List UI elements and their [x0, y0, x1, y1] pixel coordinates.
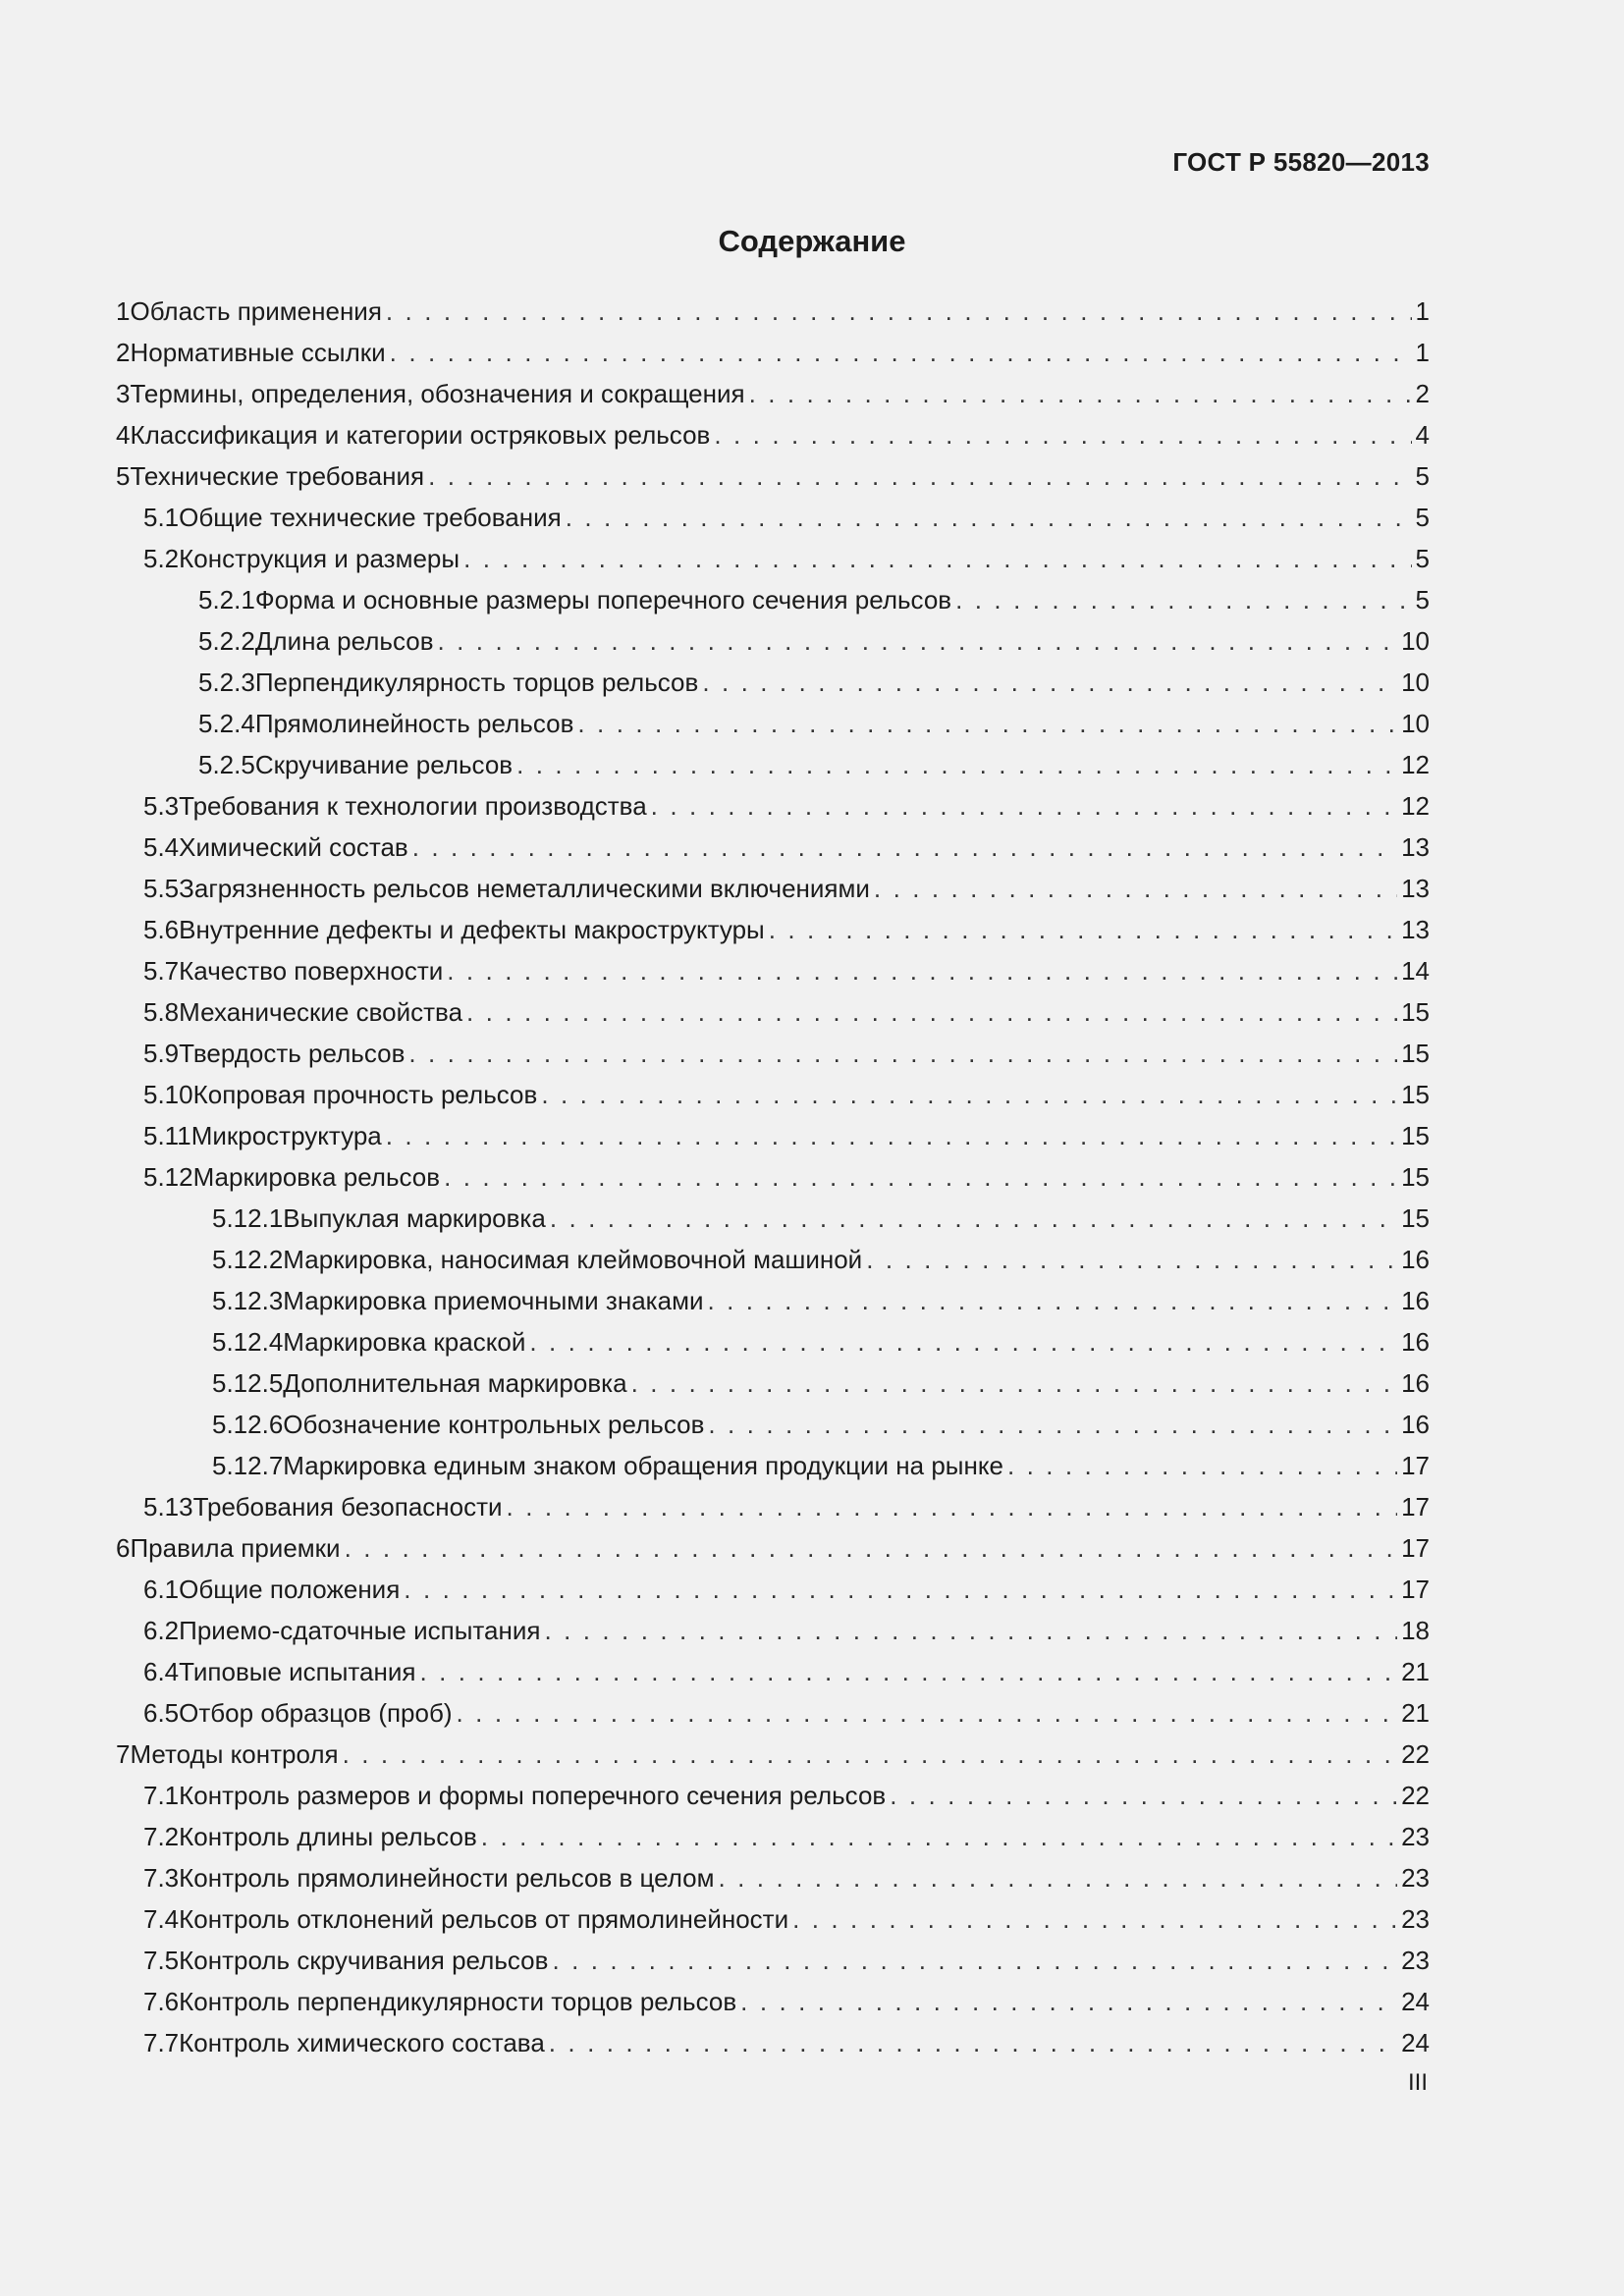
toc-entry[interactable]: [116, 1280, 1430, 1321]
table-of-contents: [116, 291, 1430, 2063]
toc-dot-leader: [541, 1074, 1397, 1115]
toc-entry[interactable]: [116, 1115, 1430, 1156]
toc-dot-leader: [714, 414, 1411, 455]
toc-entry[interactable]: [116, 620, 1430, 662]
toc-entry-number: 5.1: [143, 503, 180, 532]
toc-entry[interactable]: [116, 1651, 1430, 1692]
toc-entry-label: Маркировка приемочными знаками: [283, 1286, 704, 1315]
toc-entry[interactable]: [116, 991, 1430, 1033]
toc-entry-label: Загрязненность рельсов неметаллическими включениями: [179, 874, 870, 903]
toc-entry-page: 16: [1401, 1286, 1430, 1315]
toc-dot-leader: [955, 579, 1411, 620]
toc-entry-page: 4: [1415, 420, 1430, 450]
toc-entry-page: 18: [1401, 1616, 1430, 1645]
toc-entry-label: Внутренние дефекты и дефекты макроструктуры: [179, 915, 765, 944]
toc-entry-page: 12: [1401, 791, 1430, 821]
toc-entry-page: 24: [1401, 2028, 1430, 2057]
toc-entry-label: Контроль скручивания рельсов: [179, 1946, 549, 1975]
toc-dot-leader: [550, 1198, 1397, 1239]
toc-entry-label: Отбор образцов (проб): [179, 1698, 453, 1728]
toc-entry-page: 16: [1401, 1327, 1430, 1357]
toc-entry-label: Контроль перпендикулярности торцов рельсов: [179, 1987, 737, 2016]
toc-entry-number: 5.9: [143, 1039, 180, 1068]
toc-dot-leader: [708, 1404, 1397, 1445]
toc-entry[interactable]: [116, 1857, 1430, 1898]
toc-dot-leader: [749, 373, 1412, 414]
document-code: ГОСТ Р 55820—2013: [1172, 147, 1430, 177]
toc-dot-leader: [408, 1033, 1397, 1074]
toc-entry-page: 12: [1401, 750, 1430, 779]
toc-dot-leader: [390, 332, 1412, 373]
toc-entry[interactable]: [116, 785, 1430, 827]
toc-entry[interactable]: [116, 1362, 1430, 1404]
toc-entry-number: 7.3: [143, 1863, 180, 1893]
toc-entry-label: Конструкция и размеры: [179, 544, 460, 573]
toc-dot-leader: [507, 1486, 1398, 1527]
toc-dot-leader: [343, 1734, 1397, 1775]
toc-entry-number: 7.7: [143, 2028, 180, 2057]
toc-entry-page: 15: [1401, 1039, 1430, 1068]
toc-dot-leader: [866, 1239, 1397, 1280]
toc-entry-label: Правила приемки: [130, 1533, 341, 1563]
toc-entry-page: 1: [1415, 338, 1430, 367]
toc-dot-leader: [457, 1692, 1398, 1734]
toc-dot-leader: [463, 538, 1411, 579]
toc-entry-label: Требования к технологии производства: [179, 791, 647, 821]
toc-entry-label: Обозначение контрольных рельсов: [283, 1410, 705, 1439]
toc-entry-number: 5.5: [143, 874, 180, 903]
toc-entry-page: 22: [1401, 1781, 1430, 1810]
toc-entry[interactable]: [116, 2022, 1430, 2063]
toc-dot-leader: [719, 1857, 1398, 1898]
toc-entry-label: Область применения: [130, 296, 382, 326]
toc-entry-page: 15: [1401, 1080, 1430, 1109]
toc-entry-number: 5.12.6: [212, 1410, 284, 1439]
toc-dot-leader: [740, 1981, 1397, 2022]
toc-entry-page: 23: [1401, 1946, 1430, 1975]
toc-entry[interactable]: [116, 1816, 1430, 1857]
toc-dot-leader: [419, 1651, 1397, 1692]
toc-entry[interactable]: [116, 909, 1430, 950]
toc-entry[interactable]: [116, 1898, 1430, 1940]
toc-entry-label: Контроль прямолинейности рельсов в целом: [179, 1863, 715, 1893]
toc-entry-label: Микроструктура: [190, 1121, 382, 1150]
toc-entry[interactable]: [116, 1239, 1430, 1280]
toc-entry[interactable]: [116, 1486, 1430, 1527]
toc-entry-label: Маркировка единым знаком обращения продукции на рынке: [283, 1451, 1003, 1480]
toc-entry-number: 5.13: [143, 1492, 193, 1522]
toc-entry-number: 5.8: [143, 997, 180, 1027]
toc-entry-label: Типовые испытания: [179, 1657, 416, 1686]
toc-entry[interactable]: [116, 1775, 1430, 1816]
toc-entry[interactable]: [116, 1610, 1430, 1651]
toc-entry-label: Форма и основные размеры поперечного сечения рельсов: [254, 585, 952, 614]
toc-entry[interactable]: [116, 1321, 1430, 1362]
toc-entry[interactable]: [116, 827, 1430, 868]
toc-entry[interactable]: [116, 1033, 1430, 1074]
toc-entry-number: 5.12.5: [212, 1368, 284, 1398]
toc-dot-leader: [412, 827, 1397, 868]
toc-entry[interactable]: [116, 1940, 1430, 1981]
toc-entry-label: Химический состав: [179, 832, 408, 862]
toc-entry[interactable]: [116, 1198, 1430, 1239]
toc-entry-page: 15: [1401, 1162, 1430, 1192]
toc-entry-number: 5.12.1: [212, 1203, 284, 1233]
toc-entry[interactable]: [116, 497, 1430, 538]
toc-dot-leader: [444, 1156, 1397, 1198]
toc-entry[interactable]: [116, 950, 1430, 991]
page-folio: III: [1407, 2069, 1428, 2096]
toc-entry-label: Копровая прочность рельсов: [192, 1080, 538, 1109]
toc-entry[interactable]: [116, 1404, 1430, 1445]
toc-entry-page: 5: [1415, 503, 1430, 532]
toc-entry[interactable]: [116, 579, 1430, 620]
toc-entry-label: Контроль отклонений рельсов от прямолинейности: [179, 1904, 789, 1934]
toc-entry-number: 5.2.4: [198, 709, 255, 738]
toc-entry[interactable]: [116, 1074, 1430, 1115]
toc-entry-page: 21: [1401, 1698, 1430, 1728]
toc-entry[interactable]: [116, 868, 1430, 909]
toc-entry-number: 5.12.4: [212, 1327, 284, 1357]
toc-entry-page: 14: [1401, 956, 1430, 986]
toc-entry[interactable]: [116, 332, 1430, 373]
toc-entry[interactable]: [116, 1445, 1430, 1486]
toc-entry-number: 4: [116, 420, 131, 450]
toc-entry-page: 23: [1401, 1904, 1430, 1934]
toc-dot-leader: [651, 785, 1397, 827]
toc-dot-leader: [769, 909, 1397, 950]
toc-entry-label: Механические свойства: [179, 997, 463, 1027]
toc-entry-label: Контроль размеров и формы поперечного сечения рельсов: [179, 1781, 887, 1810]
toc-entry[interactable]: [116, 455, 1430, 497]
toc-dot-leader: [529, 1321, 1397, 1362]
toc-entry-label: Классификация и категории остряковых рельсов: [130, 420, 711, 450]
toc-entry-page: 15: [1401, 997, 1430, 1027]
toc-entry[interactable]: [116, 538, 1430, 579]
toc-entry-page: 16: [1401, 1245, 1430, 1274]
toc-dot-leader: [549, 2022, 1397, 2063]
toc-entry-label: Качество поверхности: [179, 956, 444, 986]
toc-entry-label: Нормативные ссылки: [130, 338, 386, 367]
toc-entry-number: 3: [116, 379, 131, 408]
toc-entry-page: 13: [1401, 874, 1430, 903]
toc-entry-number: 5.7: [143, 956, 180, 986]
toc-dot-leader: [792, 1898, 1397, 1940]
toc-entry[interactable]: [116, 291, 1430, 332]
toc-entry-label: Выпуклая маркировка: [283, 1203, 546, 1233]
toc-entry-number: 6.4: [143, 1657, 180, 1686]
toc-dot-leader: [552, 1940, 1397, 1981]
toc-entry-page: 10: [1401, 709, 1430, 738]
toc-entry[interactable]: [116, 703, 1430, 744]
toc-entry-number: 5.2.1: [198, 585, 255, 614]
toc-entry-number: 5.12.2: [212, 1245, 284, 1274]
toc-entry-number: 6: [116, 1533, 131, 1563]
toc-dot-leader: [702, 662, 1397, 703]
toc-entry-number: 7.6: [143, 1987, 180, 2016]
toc-entry-page: 2: [1415, 379, 1430, 408]
toc-entry-label: Общие положения: [179, 1575, 401, 1604]
toc-entry-page: 1: [1415, 296, 1430, 326]
toc-entry-label: Твердость рельсов: [179, 1039, 406, 1068]
toc-entry-label: Скручивание рельсов: [254, 750, 514, 779]
toc-dot-leader: [386, 291, 1412, 332]
toc-entry[interactable]: [116, 414, 1430, 455]
toc-entry-number: 1: [116, 296, 131, 326]
toc-entry-page: 22: [1401, 1739, 1430, 1769]
toc-entry-page: 16: [1401, 1410, 1430, 1439]
toc-dot-leader: [386, 1115, 1397, 1156]
toc-entry-page: 23: [1401, 1863, 1430, 1893]
toc-entry-page: 23: [1401, 1822, 1430, 1851]
toc-entry-number: 5.2.2: [198, 626, 255, 656]
toc-entry-label: Общие технические требования: [179, 503, 562, 532]
toc-dot-leader: [1007, 1445, 1397, 1486]
toc-entry-number: 5.2.5: [198, 750, 255, 779]
toc-dot-leader: [707, 1280, 1397, 1321]
toc-entry-label: Приемо-сдаточные испытания: [179, 1616, 541, 1645]
toc-dot-leader: [438, 620, 1398, 662]
toc-entry-page: 17: [1401, 1451, 1430, 1480]
toc-entry-label: Длина рельсов: [254, 626, 434, 656]
toc-entry-number: 7.2: [143, 1822, 180, 1851]
toc-dot-leader: [631, 1362, 1398, 1404]
toc-dot-leader: [516, 744, 1397, 785]
toc-entry-label: Методы контроля: [130, 1739, 339, 1769]
toc-entry-page: 15: [1401, 1203, 1430, 1233]
toc-entry-page: 5: [1415, 544, 1430, 573]
toc-entry-number: 5.12.7: [212, 1451, 284, 1480]
toc-entry[interactable]: [116, 744, 1430, 785]
toc-dot-leader: [481, 1816, 1397, 1857]
toc-entry-label: Контроль длины рельсов: [179, 1822, 477, 1851]
toc-entry-page: 5: [1415, 585, 1430, 614]
toc-dot-leader: [874, 868, 1397, 909]
toc-entry-number: 7: [116, 1739, 131, 1769]
toc-entry-page: 21: [1401, 1657, 1430, 1686]
toc-entry[interactable]: [116, 662, 1430, 703]
toc-entry-number: 6.2: [143, 1616, 180, 1645]
toc-dot-leader: [890, 1775, 1397, 1816]
toc-dot-leader: [466, 991, 1397, 1033]
toc-entry-page: 24: [1401, 1987, 1430, 2016]
toc-entry-number: 5.2.3: [198, 667, 255, 697]
toc-entry-number: 5.12: [143, 1162, 193, 1192]
toc-entry-page: 16: [1401, 1368, 1430, 1398]
toc-entry-page: 10: [1401, 626, 1430, 656]
toc-entry-number: 5.11: [143, 1121, 191, 1150]
toc-entry-label: Маркировка рельсов: [192, 1162, 441, 1192]
toc-entry-number: 5.2: [143, 544, 180, 573]
toc-entry-page: 13: [1401, 832, 1430, 862]
toc-entry-label: Требования безопасности: [192, 1492, 503, 1522]
toc-entry-page: 17: [1401, 1492, 1430, 1522]
toc-entry-number: 5.12.3: [212, 1286, 284, 1315]
toc-entry-label: Технические требования: [130, 461, 425, 491]
toc-entry-label: Термины, определения, обозначения и сокращения: [130, 379, 745, 408]
toc-entry[interactable]: [116, 1527, 1430, 1569]
toc-entry-number: 6.1: [143, 1575, 180, 1604]
toc-entry-number: 7.1: [143, 1781, 180, 1810]
toc-entry-number: 5.6: [143, 915, 180, 944]
toc-dot-leader: [345, 1527, 1398, 1569]
toc-entry-number: 6.5: [143, 1698, 180, 1728]
toc-dot-leader: [544, 1610, 1397, 1651]
toc-entry-page: 5: [1415, 461, 1430, 491]
toc-entry-label: Дополнительная маркировка: [283, 1368, 627, 1398]
toc-entry-label: Прямолинейность рельсов: [254, 709, 574, 738]
toc-entry-label: Перпендикулярность торцов рельсов: [254, 667, 699, 697]
toc-dot-leader: [566, 497, 1412, 538]
toc-entry[interactable]: [116, 1692, 1430, 1734]
toc-dot-leader: [577, 703, 1397, 744]
toc-entry-number: 5: [116, 461, 131, 491]
toc-entry-number: 7.5: [143, 1946, 180, 1975]
toc-entry-number: 2: [116, 338, 131, 367]
toc-dot-leader: [404, 1569, 1397, 1610]
toc-entry[interactable]: [116, 1734, 1430, 1775]
toc-entry-label: Маркировка, наносимая клеймовочной машиной: [283, 1245, 863, 1274]
toc-entry[interactable]: [116, 1156, 1430, 1198]
toc-title: Содержание: [718, 224, 906, 258]
toc-entry-number: 5.3: [143, 791, 180, 821]
toc-entry[interactable]: [116, 1981, 1430, 2022]
toc-entry-label: Контроль химического состава: [179, 2028, 545, 2057]
toc-entry-number: 5.4: [143, 832, 180, 862]
toc-dot-leader: [428, 455, 1411, 497]
toc-entry-number: 5.10: [143, 1080, 193, 1109]
toc-entry-page: 13: [1401, 915, 1430, 944]
toc-entry-number: 7.4: [143, 1904, 180, 1934]
toc-entry-page: 17: [1401, 1575, 1430, 1604]
toc-entry-page: 17: [1401, 1533, 1430, 1563]
toc-dot-leader: [447, 950, 1397, 991]
toc-entry-page: 15: [1401, 1121, 1430, 1150]
toc-entry-page: 10: [1401, 667, 1430, 697]
toc-entry[interactable]: [116, 373, 1430, 414]
toc-entry[interactable]: [116, 1569, 1430, 1610]
toc-entry-label: Маркировка краской: [283, 1327, 526, 1357]
